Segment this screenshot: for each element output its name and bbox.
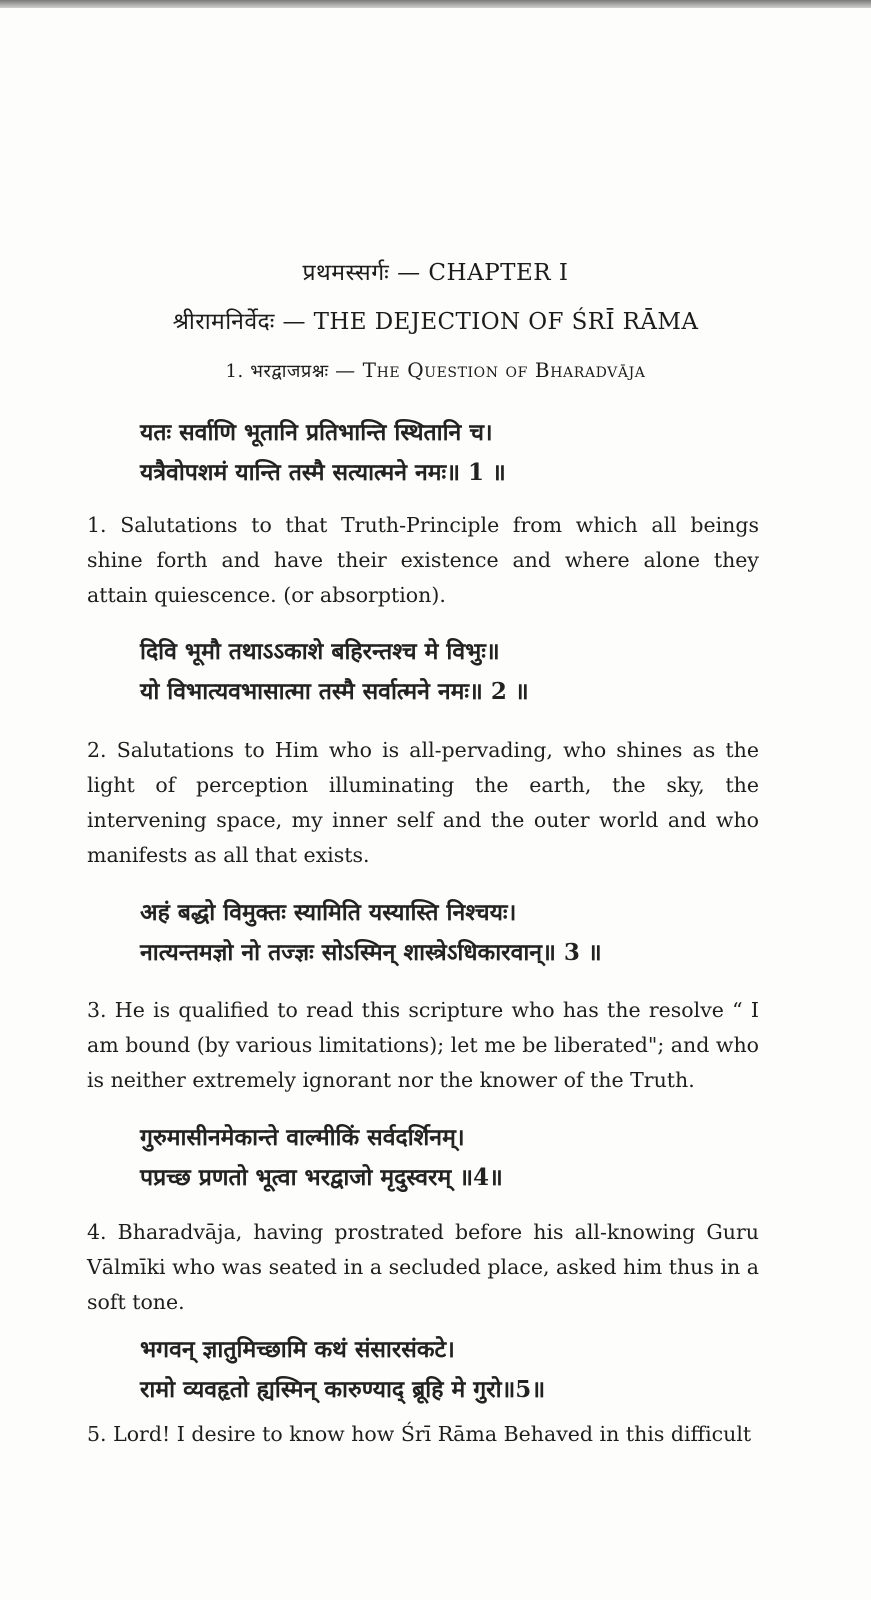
verse-1-line-2: यत्रैवोपशमं यान्ति तस्मै सत्यात्मने नमः॥ 1 ॥	[140, 459, 506, 486]
verse-1-line-1: यतः सर्वाणि भूतानि प्रतिभान्ति स्थितानि च।	[140, 419, 493, 446]
verse-2	[140, 632, 529, 712]
verse-3-translation: 3. He is qualified to read this scripture who has the resolve “ I am bound (by various limitations); let me be liberated"; and who is neither extremely ignorant nor the knower of the Truth.	[87, 998, 759, 1092]
verse-3	[140, 893, 602, 973]
verse-3-line-2: नात्यन्तमज्ञो नो तज्ज्ञः सोऽस्मिन् शास्त्रेऽधिकारवान्॥ 3 ॥	[140, 939, 602, 966]
chapter-title	[0, 255, 871, 287]
verse-1	[140, 413, 506, 493]
verse-4-line-1: गुरुमासीनमेकान्ते वाल्मीकिं सर्वदर्शिनम्।	[140, 1124, 465, 1151]
verse-4-translation: 4. Bharadvāja, having prostrated before his all-knowing Guru Vālmīki who was seated in a secluded place, asked him thus in a soft tone.	[87, 1220, 759, 1314]
verse-4	[140, 1118, 503, 1198]
chapter-title-english: — CHAPTER I	[397, 260, 569, 286]
section-heading	[0, 358, 871, 383]
verse-4-line-2: पप्रच्छ प्रणतो भूत्वा भरद्वाजो मृदुस्वरम् ॥4॥	[140, 1164, 503, 1191]
verse-5-translation: 5. Lord! I desire to know how Śrī Rāma Behaved in this difficult	[87, 1422, 752, 1446]
verse-2-line-1: दिवि भूमौ तथाऽऽकाशे बहिरन्तश्च मे विभुः॥	[140, 638, 500, 665]
verse-1-translation: 1. Salutations to that Truth-Principle from which all beings shine forth and have their existence and where alone they attain quiescence. (or absorption).	[87, 513, 759, 607]
chapter-subtitle-sanskrit: श्रीरामनिर्वेदः	[172, 309, 275, 335]
verse-5-line-1: भगवन् ज्ञातुमिच्छामि कथं संसारसंकटे।	[140, 1336, 455, 1363]
chapter-subtitle	[0, 304, 871, 336]
verse-5	[140, 1330, 545, 1410]
section-heading-english: — The Question of Bharadvāja	[335, 358, 646, 382]
page-top-edge	[0, 0, 871, 8]
verse-2-translation: 2. Salutations to Him who is all-pervading, who shines as the light of perception illuminating the earth, the sky, the intervening space, my inner self and the outer world and who manifests as all that exists.	[87, 738, 759, 867]
section-number: 1.	[225, 361, 244, 382]
verse-2-line-2: यो विभात्यवभासात्मा तस्मै सर्वात्मने नमः॥ 2 ॥	[140, 678, 529, 705]
verse-5-line-2: रामो व्यवहृतो ह्यस्मिन् कारुण्याद् ब्रूहि मे गुरो॥5॥	[140, 1376, 546, 1403]
verse-3-line-1: अहं बद्धो विमुक्तः स्यामिति यस्यास्ति निश्चयः।	[140, 899, 517, 926]
chapter-title-sanskrit: प्रथमस्सर्गः	[302, 260, 390, 286]
chapter-subtitle-english: — THE DEJECTION OF ŚRĪ RĀMA	[282, 309, 699, 335]
section-heading-sanskrit: भरद्वाजप्रश्नः	[250, 361, 329, 382]
